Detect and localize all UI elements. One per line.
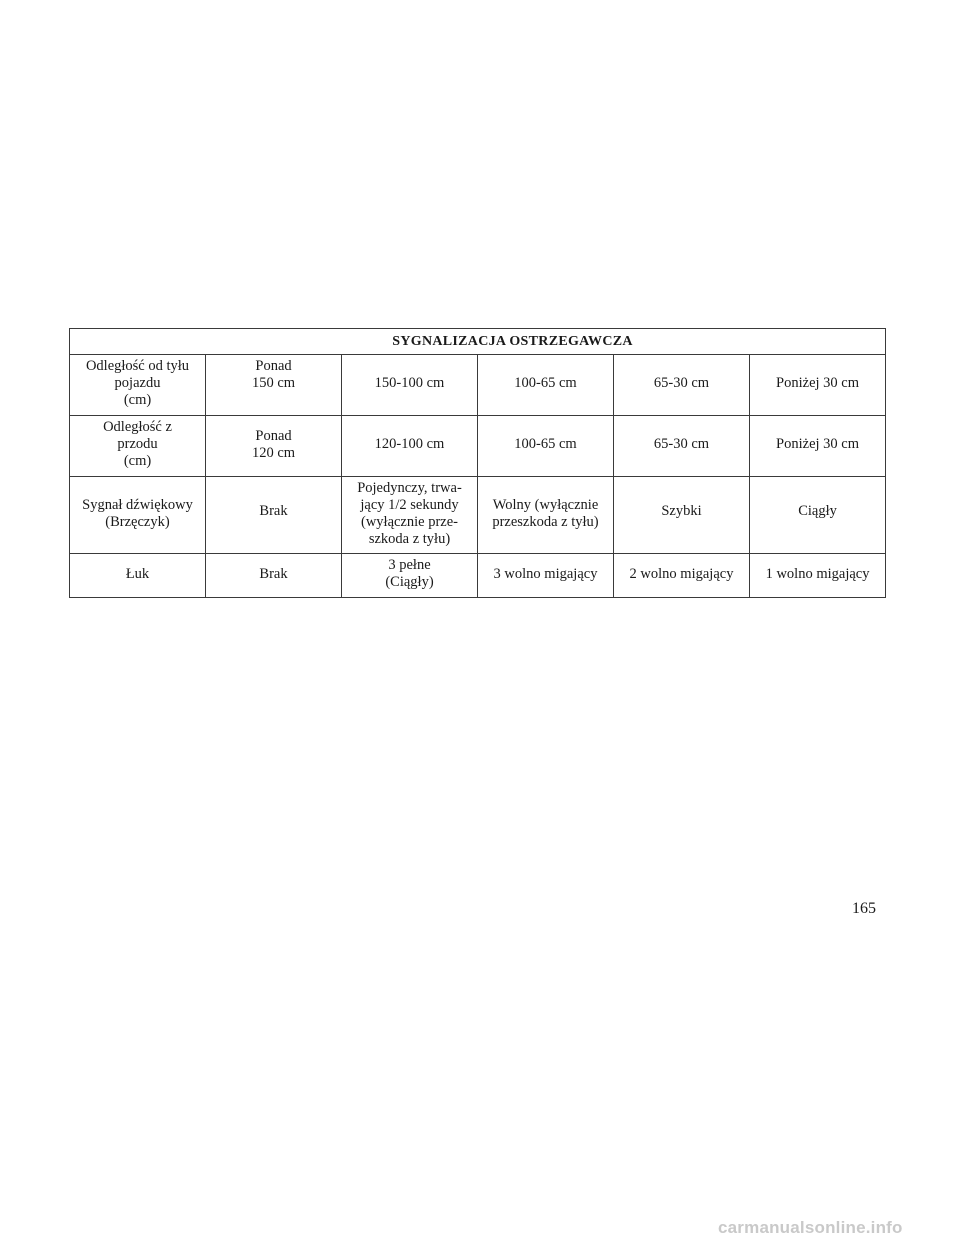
table-cell: Brak: [206, 554, 342, 598]
table-row: [70, 416, 886, 477]
watermark: carmanualsonline.info: [718, 1218, 903, 1237]
table-cell: 100-65 cm: [478, 355, 614, 416]
page-number: 165: [852, 900, 876, 917]
table-cell: Wolny (wyłącznie przeszkoda z tyłu): [478, 477, 614, 554]
table-cell: 3 wolno migający: [478, 554, 614, 598]
table-row: [70, 554, 886, 598]
table-row: [70, 355, 886, 416]
table-cell: Ciągły: [750, 477, 886, 554]
table-cell: 100-65 cm: [478, 416, 614, 477]
row-label: Odległość od tyłu pojazdu (cm): [70, 355, 206, 416]
table-cell: Ponad 120 cm: [206, 416, 342, 477]
table-cell: Poniżej 30 cm: [750, 355, 886, 416]
table-cell: 120-100 cm: [342, 416, 478, 477]
table-cell: Brak: [206, 477, 342, 554]
table-title: SYGNALIZACJA OSTRZEGAWCZA: [70, 329, 886, 355]
row-label: Odległość z przodu (cm): [70, 416, 206, 477]
table-cell: 65-30 cm: [614, 355, 750, 416]
row-label: Sygnał dźwiękowy (Brzęczyk): [70, 477, 206, 554]
table-row: [70, 477, 886, 554]
table-cell: 150-100 cm: [342, 355, 478, 416]
table-cell: 1 wolno migający: [750, 554, 886, 598]
table-cell: 2 wolno migający: [614, 554, 750, 598]
warning-signals-table: [69, 328, 886, 598]
table-cell: Pojedynczy, trwa- jący 1/2 sekundy (wyłącznie prze- szkoda z tyłu): [342, 477, 478, 554]
row-label: Łuk: [70, 554, 206, 598]
table-cell: 3 pełne (Ciągły): [342, 554, 478, 598]
table-cell: Ponad 150 cm: [206, 355, 342, 416]
table-cell: Szybki: [614, 477, 750, 554]
table-cell: 65-30 cm: [614, 416, 750, 477]
table-cell: Poniżej 30 cm: [750, 416, 886, 477]
